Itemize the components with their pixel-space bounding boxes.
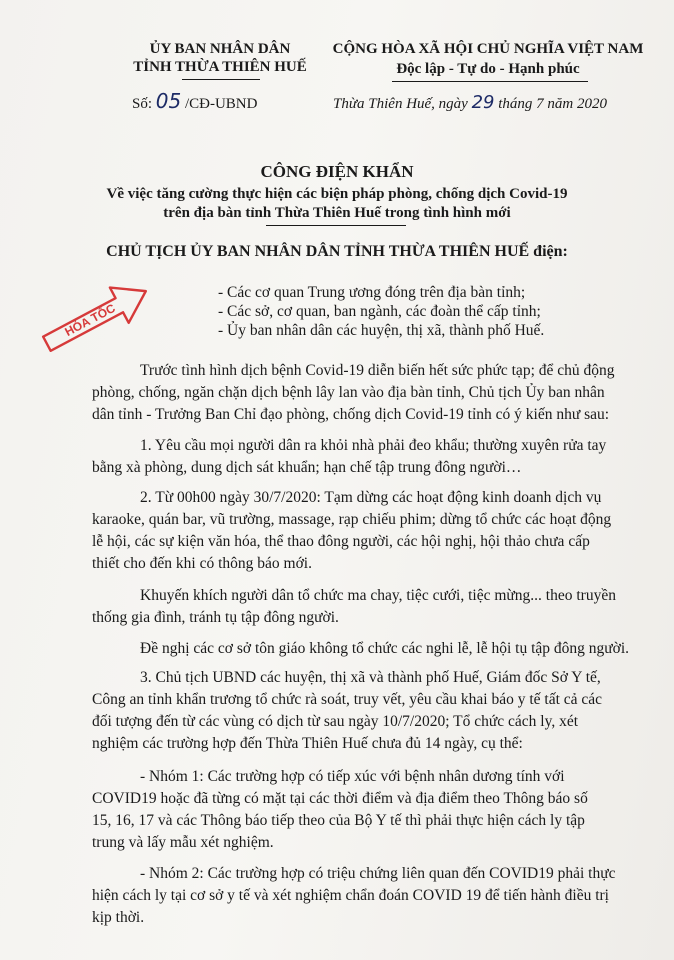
document-subject-line2: trên địa bàn tỉnh Thừa Thiên Huế trong tình hình mới <box>163 205 511 221</box>
body-line: 1. Yêu cầu mọi người dân ra khỏi nhà phải đeo khẩu; thường xuyên rửa tay <box>140 437 607 454</box>
recipient-item: - Các sở, cơ quan, ban ngành, các đoàn thể cấp tỉnh; <box>218 303 541 320</box>
date-prefix: Thừa Thiên Huế, ngày <box>333 96 468 112</box>
body-line: Trước tình hình dịch bệnh Covid-19 diễn biến hết sức phức tạp; để chủ động <box>140 362 615 379</box>
org-name-line1: ỦY BAN NHÂN DÂN <box>149 41 291 57</box>
body-line: đối tượng đến từ các vùng có dịch từ sau ngày 10/7/2020; Tổ chức cách ly, xét <box>92 713 579 730</box>
nation-line2: Độc lập - Tự do - Hạnh phúc <box>396 61 580 77</box>
date-suffix: tháng 7 năm 2020 <box>498 96 607 112</box>
body-line: 2. Từ 00h00 ngày 30/7/2020: Tạm dừng các hoạt động kinh doanh dịch vụ <box>140 489 602 506</box>
body-line: 3. Chủ tịch UBND các huyện, thị xã và thành phố Huế, Giám đốc Sở Y tế, <box>140 669 601 686</box>
org-name-line2: TỈNH THỪA THIÊN HUẾ <box>133 59 307 75</box>
body-line: kịp thời. <box>92 909 145 926</box>
body-line: lễ hội, các sự kiện văn hóa, thể thao đông người, các hội nghị, hội thảo chưa cấp <box>92 533 590 550</box>
nation-line1: CỘNG HÒA XÃ HỘI CHỦ NGHĨA VIỆT NAM <box>332 41 644 57</box>
document-title: CÔNG ĐIỆN KHẨN <box>260 162 414 181</box>
chairman-heading: CHỦ TỊCH ỦY BAN NHÂN DÂN TỈNH THỪA THIÊN HUẾ điện: <box>106 243 568 260</box>
body-line: hiện cách ly tại cơ sở y tế và xét nghiệm chẩn đoán COVID 19 để tiến hành điều trị <box>92 887 609 904</box>
recipient-item: - Ủy ban nhân dân các huyện, thị xã, thành phố Huế. <box>218 322 545 339</box>
motto-underline <box>392 81 588 82</box>
body-line: thống gia đình, tránh tụ tập đông người. <box>92 609 339 626</box>
document-number <box>132 89 257 113</box>
body-line: Công an tỉnh khẩn trương tổ chức rà soát, truy vết, yêu cầu khai báo y tế tất cả các <box>92 691 603 708</box>
body-line: bằng xà phòng, dung dịch sát khuẩn; hạn chế tập trung đông người… <box>92 459 522 476</box>
date-day-handwritten: 29 <box>471 92 495 113</box>
body-line: nghiệm các trường hợp đến Thừa Thiên Huế chưa đủ 14 ngày, cụ thể: <box>92 735 523 752</box>
stamp-text: HỎA TỐC <box>62 300 118 340</box>
org-underline <box>182 79 260 80</box>
urgent-stamp <box>30 282 160 352</box>
subject-underline <box>266 225 406 226</box>
body-line: karaoke, quán bar, vũ trường, massage, rạp chiếu phim; dừng tổ chức các hoạt động <box>92 511 612 528</box>
body-line: 15, 16, 17 và các Thông báo tiếp theo của Bộ Y tế thì phải thực hiện cách ly tập <box>92 812 585 829</box>
body-line: - Nhóm 1: Các trường hợp có tiếp xúc với bệnh nhân dương tính với <box>140 768 565 785</box>
body-line: COVID19 hoặc đã từng có mặt tại các thời điểm và địa điểm theo Thông báo số <box>92 790 588 807</box>
body-line: Đề nghị các cơ sở tôn giáo không tổ chức các nghi lễ, lễ hội tụ tập đông người. <box>140 640 630 657</box>
recipient-item: - Các cơ quan Trung ương đóng trên địa bàn tỉnh; <box>218 284 526 301</box>
number-suffix: /CĐ-UBND <box>184 96 258 112</box>
body-line: phòng, chống, ngăn chặn dịch bệnh lây lan vào địa bàn tỉnh, Chủ tịch Ủy ban nhân <box>92 384 605 401</box>
document-date <box>333 92 607 113</box>
body-line: Khuyến khích người dân tổ chức ma chay, tiệc cưới, tiệc mừng... theo truyền <box>140 587 616 604</box>
body-line: dân tỉnh - Trưởng Ban Chỉ đạo phòng, chống dịch Covid-19 tỉnh có ý kiến như sau: <box>92 406 610 423</box>
number-handwritten: 05 <box>155 89 182 113</box>
document-subject-line1: Về việc tăng cường thực hiện các biện pháp phòng, chống dịch Covid-19 <box>106 186 568 202</box>
body-line: - Nhóm 2: Các trường hợp có triệu chứng liên quan đến COVID19 phải thực <box>140 865 616 882</box>
number-prefix: Số: <box>132 96 153 112</box>
body-line: thiết cho đến khi có thông báo mới. <box>92 555 312 572</box>
body-line: trung và lấy mẫu xét nghiệm. <box>92 834 274 851</box>
